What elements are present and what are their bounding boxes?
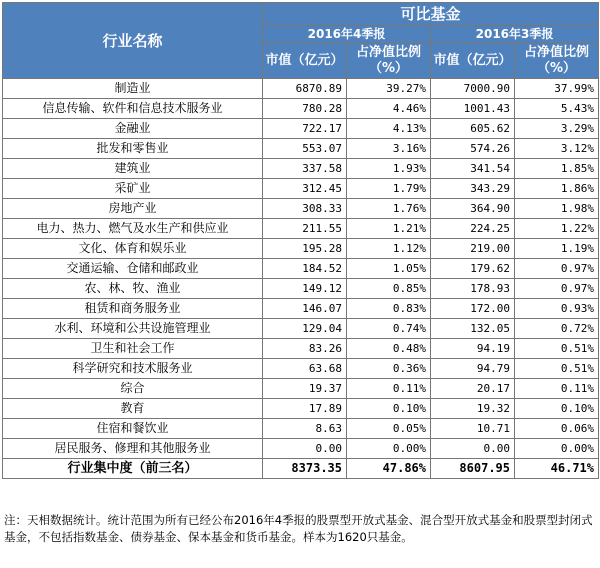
table-row <box>3 159 599 179</box>
table-row <box>3 99 599 119</box>
q3-group-header: 2016年3季报 <box>431 26 599 44</box>
q3-pct-cell: 0.97% <box>515 259 599 279</box>
industry-cell: 综合 <box>3 379 263 399</box>
q3-market-value-cell: 605.62 <box>431 119 515 139</box>
q3-pct-cell: 0.97% <box>515 279 599 299</box>
q3-market-value-cell: 574.26 <box>431 139 515 159</box>
q4-market-value-cell: 184.52 <box>263 259 347 279</box>
q4-market-value-cell: 337.58 <box>263 159 347 179</box>
industry-cell: 房地产业 <box>3 199 263 219</box>
q4-pct-cell: 4.13% <box>347 119 431 139</box>
industry-column-header: 行业名称 <box>3 3 263 79</box>
q3-pct-cell: 46.71% <box>515 459 599 479</box>
q4-market-value-cell: 129.04 <box>263 319 347 339</box>
q4-market-value-cell: 83.26 <box>263 339 347 359</box>
q3-pct-cell: 0.72% <box>515 319 599 339</box>
q4-pct-cell: 47.86% <box>347 459 431 479</box>
q4-pct-cell: 1.76% <box>347 199 431 219</box>
q4-market-value-cell: 8.63 <box>263 419 347 439</box>
q4-market-value-cell: 553.07 <box>263 139 347 159</box>
q4-pct-header: 占净值比例（%） <box>347 44 431 79</box>
industry-cell: 信息传输、软件和信息技术服务业 <box>3 99 263 119</box>
industry-cell: 制造业 <box>3 79 263 99</box>
table-row <box>3 139 599 159</box>
q3-pct-cell: 0.11% <box>515 379 599 399</box>
q3-pct-cell: 0.51% <box>515 339 599 359</box>
q4-pct-cell: 0.10% <box>347 399 431 419</box>
industry-cell: 居民服务、修理和其他服务业 <box>3 439 263 459</box>
q4-pct-cell: 1.12% <box>347 239 431 259</box>
q3-pct-cell: 3.29% <box>515 119 599 139</box>
q3-market-value-cell: 94.19 <box>431 339 515 359</box>
q3-market-value-cell: 224.25 <box>431 219 515 239</box>
q3-pct-cell: 0.93% <box>515 299 599 319</box>
total-row <box>3 459 599 479</box>
table-row <box>3 359 599 379</box>
q4-pct-cell: 0.05% <box>347 419 431 439</box>
industry-cell: 行业集中度（前三名） <box>3 459 263 479</box>
industry-cell: 文化、体育和娱乐业 <box>3 239 263 259</box>
q3-market-value-cell: 94.79 <box>431 359 515 379</box>
q4-pct-cell: 0.85% <box>347 279 431 299</box>
q3-pct-cell: 1.86% <box>515 179 599 199</box>
industry-cell: 金融业 <box>3 119 263 139</box>
q4-pct-cell: 0.11% <box>347 379 431 399</box>
fund-industry-table <box>2 2 599 479</box>
industry-cell: 批发和零售业 <box>3 139 263 159</box>
q4-market-value-cell: 149.12 <box>263 279 347 299</box>
q3-market-value-cell: 341.54 <box>431 159 515 179</box>
q3-pct-cell: 37.99% <box>515 79 599 99</box>
q3-pct-cell: 1.19% <box>515 239 599 259</box>
q4-market-value-cell: 6870.89 <box>263 79 347 99</box>
q3-market-value-cell: 8607.95 <box>431 459 515 479</box>
table-row <box>3 299 599 319</box>
q3-pct-cell: 1.85% <box>515 159 599 179</box>
q4-pct-cell: 4.46% <box>347 99 431 119</box>
q3-market-value-header: 市值（亿元） <box>431 44 515 79</box>
q3-pct-header: 占净值比例（%） <box>515 44 599 79</box>
footnote: 注：天相数据统计。统计范围为所有已经公布2016年4季报的股票型开放式基金、混合型开放式基金和股票型封闭式基金，不包括指数基金、债券基金、保本基金和货币基金。样本为1620只基金。 <box>4 513 593 544</box>
table-row <box>3 419 599 439</box>
industry-cell: 水利、环境和公共设施管理业 <box>3 319 263 339</box>
q3-market-value-cell: 20.17 <box>431 379 515 399</box>
q3-market-value-cell: 172.00 <box>431 299 515 319</box>
table-row <box>3 239 599 259</box>
q3-pct-cell: 1.22% <box>515 219 599 239</box>
q4-market-value-cell: 312.45 <box>263 179 347 199</box>
q4-pct-cell: 39.27% <box>347 79 431 99</box>
q3-market-value-cell: 178.93 <box>431 279 515 299</box>
q4-market-value-cell: 17.89 <box>263 399 347 419</box>
q3-pct-cell: 1.98% <box>515 199 599 219</box>
q3-pct-cell: 0.51% <box>515 359 599 379</box>
industry-cell: 科学研究和技术服务业 <box>3 359 263 379</box>
industry-cell: 交通运输、仓储和邮政业 <box>3 259 263 279</box>
industry-cell: 住宿和餐饮业 <box>3 419 263 439</box>
q3-market-value-cell: 343.29 <box>431 179 515 199</box>
table-row <box>3 279 599 299</box>
q4-pct-cell: 0.74% <box>347 319 431 339</box>
industry-cell: 教育 <box>3 399 263 419</box>
q4-market-value-cell: 19.37 <box>263 379 347 399</box>
industry-cell: 采矿业 <box>3 179 263 199</box>
q3-market-value-cell: 364.90 <box>431 199 515 219</box>
q3-pct-cell: 3.12% <box>515 139 599 159</box>
table-row <box>3 79 599 99</box>
q3-market-value-cell: 19.32 <box>431 399 515 419</box>
q3-market-value-cell: 179.62 <box>431 259 515 279</box>
table-row <box>3 219 599 239</box>
table-row <box>3 119 599 139</box>
table-title: 可比基金 <box>263 3 599 26</box>
q4-market-value-cell: 308.33 <box>263 199 347 219</box>
industry-cell: 卫生和社会工作 <box>3 339 263 359</box>
q4-market-value-cell: 195.28 <box>263 239 347 259</box>
q4-group-header: 2016年4季报 <box>263 26 431 44</box>
q4-market-value-cell: 8373.35 <box>263 459 347 479</box>
q3-market-value-cell: 219.00 <box>431 239 515 259</box>
industry-cell: 建筑业 <box>3 159 263 179</box>
q4-pct-cell: 1.79% <box>347 179 431 199</box>
q3-pct-cell: 0.10% <box>515 399 599 419</box>
q3-market-value-cell: 10.71 <box>431 419 515 439</box>
table-row <box>3 199 599 219</box>
q4-pct-cell: 3.16% <box>347 139 431 159</box>
q3-market-value-cell: 1001.43 <box>431 99 515 119</box>
q4-pct-cell: 0.36% <box>347 359 431 379</box>
q3-market-value-cell: 7000.90 <box>431 79 515 99</box>
q3-pct-cell: 0.00% <box>515 439 599 459</box>
industry-cell: 农、林、牧、渔业 <box>3 279 263 299</box>
industry-cell: 租赁和商务服务业 <box>3 299 263 319</box>
q3-pct-cell: 0.06% <box>515 419 599 439</box>
table-row <box>3 319 599 339</box>
table-row <box>3 439 599 459</box>
q4-market-value-cell: 0.00 <box>263 439 347 459</box>
q4-pct-cell: 1.05% <box>347 259 431 279</box>
q4-pct-cell: 1.93% <box>347 159 431 179</box>
table-row <box>3 379 599 399</box>
q4-market-value-cell: 146.07 <box>263 299 347 319</box>
q4-pct-cell: 0.48% <box>347 339 431 359</box>
q4-market-value-cell: 780.28 <box>263 99 347 119</box>
table-row <box>3 339 599 359</box>
table-row <box>3 399 599 419</box>
q4-market-value-cell: 722.17 <box>263 119 347 139</box>
q4-market-value-header: 市值（亿元） <box>263 44 347 79</box>
q3-market-value-cell: 0.00 <box>431 439 515 459</box>
table-row <box>3 179 599 199</box>
industry-cell: 电力、热力、燃气及水生产和供应业 <box>3 219 263 239</box>
q4-market-value-cell: 211.55 <box>263 219 347 239</box>
q4-pct-cell: 0.83% <box>347 299 431 319</box>
q4-market-value-cell: 63.68 <box>263 359 347 379</box>
q4-pct-cell: 1.21% <box>347 219 431 239</box>
table-row <box>3 259 599 279</box>
table-body <box>3 79 599 479</box>
q3-pct-cell: 5.43% <box>515 99 599 119</box>
q3-market-value-cell: 132.05 <box>431 319 515 339</box>
q4-pct-cell: 0.00% <box>347 439 431 459</box>
